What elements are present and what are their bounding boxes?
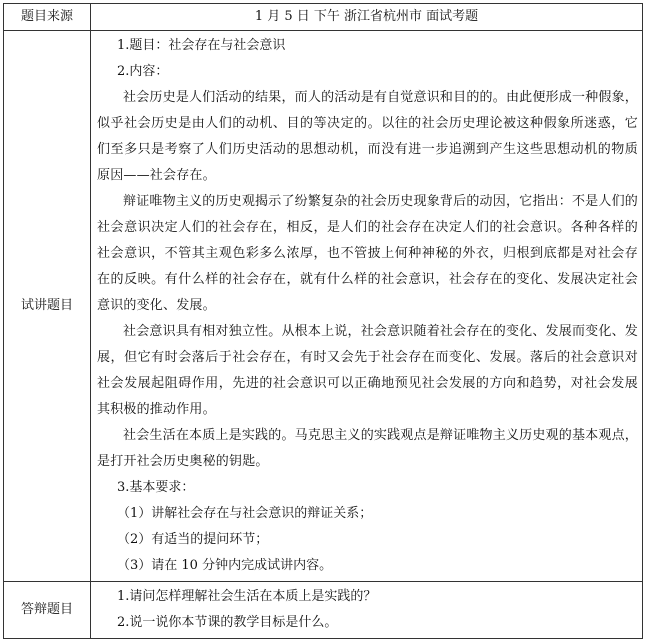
content-paragraph-4: 社会生活在本质上是实践的。马克思主义的实践观点是辩证唯物主义历史观的基本观点，是打开社会历史奥秘的钥匙。: [97, 428, 638, 469]
content-paragraph-3: 社会意识具有相对独立性。从根本上说，社会意识随着社会存在的变化、发展而变化、发展，但它有时会落后于社会存在，有时又会先于社会存在而变化、发展。落后的社会意识对社会发展起阻碍作用，先进的社会意识可以正确地预见社会发展的方向和趋势，对社会发展其积极的推动作用。: [97, 324, 638, 417]
defense-question: 2.说一说你本节课的教学目标是什么。: [117, 615, 338, 630]
content-paragraph-1: 社会历史是人们活动的结果，而人的活动是有自觉意识和目的的。由此便形成一种假象，似乎社会历史是由人们的动机、目的等决定的。以往的社会历史理论被这种假象所迷惑，它们至多只是考察了人们历史活动的思想动机，而没有进一步追溯到产生这些思想动机的物质原因——社会存在。: [97, 90, 638, 183]
requirement-item: （3）请在 10 分钟内完成试讲内容。: [117, 558, 333, 573]
source-label: 题目来源: [4, 4, 91, 31]
requirement-item: （2）有适当的提问环节；: [117, 532, 269, 547]
lecture-label: 试讲题目: [4, 31, 91, 582]
content-heading: 2.内容：: [117, 64, 169, 79]
defense-content: [91, 582, 643, 639]
header-row: [4, 4, 643, 31]
content-paragraph-2: 辩证唯物主义的历史观揭示了纷繁复杂的社会历史现象背后的动因，它指出：不是人们的社会意识决定人们的社会存在，相反，是人们的社会存在决定人们的社会意识。各种各样的社会意识，不管其主观色彩多么浓厚，也不管披上何种神秘的外衣，归根到底都是对社会存在的反映。有什么样的社会存在，就有什么样的社会意识，社会存在的变化、发展决定社会意识的变化、发展。: [97, 194, 638, 313]
requirements-heading: 3.基本要求：: [117, 480, 195, 495]
exam-table: [3, 3, 643, 639]
lecture-topic: 1.题目：社会存在与社会意识: [117, 38, 286, 53]
source-value: 1 月 5 日 下午 浙江省杭州市 面试考题: [91, 4, 643, 31]
lecture-content: [91, 31, 643, 582]
lecture-row: [4, 31, 643, 582]
defense-row: [4, 582, 643, 639]
defense-label: 答辩题目: [4, 582, 91, 639]
defense-question: 1.请问怎样理解社会生活在本质上是实践的？: [117, 589, 377, 604]
requirement-item: （1）讲解社会存在与社会意识的辩证关系；: [117, 506, 373, 521]
